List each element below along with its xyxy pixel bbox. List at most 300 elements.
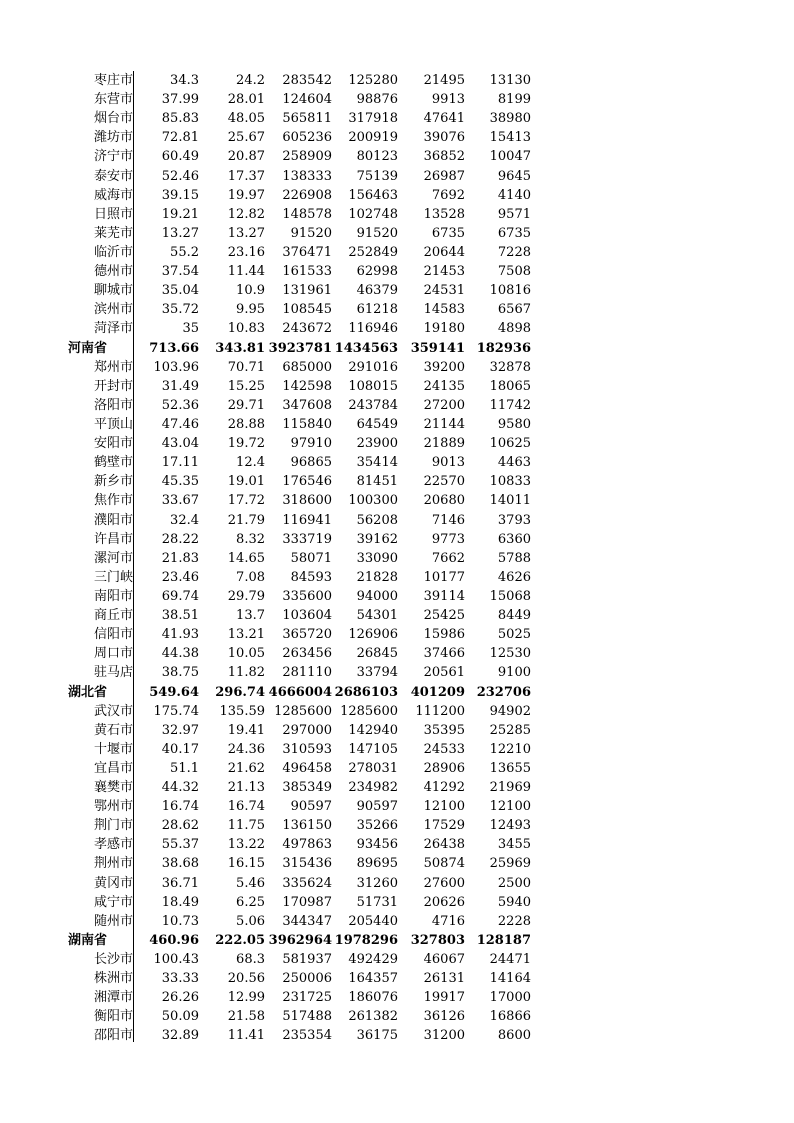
- city-name-cell: 荆门市: [94, 818, 134, 834]
- value-cell: 55.2: [170, 244, 199, 260]
- value-cell: 108545: [282, 302, 332, 318]
- value-cell: 6360: [497, 531, 531, 547]
- value-cell: 37.54: [161, 264, 199, 280]
- value-cell: 10833: [489, 474, 531, 490]
- value-cell: 12.4: [236, 455, 265, 471]
- value-cell: 278031: [348, 760, 398, 776]
- value-cell: 19917: [423, 990, 465, 1006]
- value-cell: 21.13: [227, 780, 265, 796]
- value-cell: 115840: [282, 416, 332, 432]
- province-name-cell: 湖北省: [68, 684, 108, 700]
- city-name-cell: 武汉市: [94, 703, 134, 719]
- value-cell: 24471: [489, 952, 531, 968]
- value-cell: 4898: [497, 321, 531, 337]
- value-cell: 103.96: [153, 359, 199, 375]
- value-cell: 25285: [489, 722, 531, 738]
- value-cell: 27600: [423, 875, 465, 891]
- value-cell: 131961: [282, 283, 332, 299]
- value-cell: 33794: [356, 665, 398, 681]
- city-name-cell: 随州市: [94, 913, 134, 929]
- city-name-cell: 威海市: [94, 187, 134, 203]
- value-cell: 13.7: [236, 608, 265, 624]
- value-cell: 176546: [282, 474, 332, 490]
- value-cell: 517488: [282, 1009, 332, 1025]
- value-cell: 7146: [431, 512, 465, 528]
- city-name-cell: 南阳市: [94, 588, 134, 604]
- value-cell: 28.22: [161, 531, 199, 547]
- value-cell: 385349: [282, 780, 332, 796]
- value-cell: 36852: [423, 149, 465, 165]
- value-cell: 10.73: [161, 913, 199, 929]
- value-cell: 18.49: [161, 894, 199, 910]
- value-cell: 61218: [356, 302, 398, 318]
- value-cell: 93456: [356, 837, 398, 853]
- city-name-cell: 三门峡: [94, 569, 134, 585]
- value-cell: 291016: [348, 359, 398, 375]
- city-name-cell: 焦作市: [94, 493, 134, 509]
- value-cell: 460.96: [149, 932, 199, 948]
- value-cell: 45.35: [161, 474, 199, 490]
- value-cell: 28906: [423, 760, 465, 776]
- value-cell: 35266: [356, 818, 398, 834]
- value-cell: 142940: [348, 722, 398, 738]
- value-cell: 44.38: [161, 646, 199, 662]
- value-cell: 80123: [356, 149, 398, 165]
- value-cell: 20.87: [227, 149, 265, 165]
- value-cell: 15068: [489, 588, 531, 604]
- value-cell: 29.79: [227, 588, 265, 604]
- value-cell: 28.88: [227, 416, 265, 432]
- value-cell: 94902: [489, 703, 531, 719]
- value-cell: 32.89: [161, 1028, 199, 1044]
- value-cell: 72.81: [161, 130, 199, 146]
- value-cell: 315436: [282, 856, 332, 872]
- city-name-cell: 濮阳市: [94, 512, 134, 528]
- value-cell: 44.32: [161, 780, 199, 796]
- value-cell: 52.46: [161, 168, 199, 184]
- value-cell: 37466: [423, 646, 465, 662]
- value-cell: 497863: [282, 837, 332, 853]
- city-name-cell: 莱芜市: [94, 225, 134, 241]
- city-name-cell: 滨州市: [94, 302, 134, 318]
- value-cell: 40.17: [161, 741, 199, 757]
- value-cell: 38980: [489, 111, 531, 127]
- value-cell: 4716: [431, 913, 465, 929]
- value-cell: 10047: [489, 149, 531, 165]
- value-cell: 186076: [348, 990, 398, 1006]
- value-cell: 47641: [423, 111, 465, 127]
- value-cell: 11.75: [227, 818, 265, 834]
- value-cell: 11.82: [227, 665, 265, 681]
- city-name-cell: 孝感市: [94, 837, 134, 853]
- city-name-cell: 襄樊市: [94, 780, 134, 796]
- city-name-cell: 株洲市: [94, 971, 134, 987]
- value-cell: 21828: [356, 569, 398, 585]
- city-name-cell: 漯河市: [94, 550, 134, 566]
- value-cell: 16.15: [227, 856, 265, 872]
- value-cell: 51731: [356, 894, 398, 910]
- value-cell: 75139: [356, 168, 398, 184]
- value-cell: 103604: [282, 608, 332, 624]
- value-cell: 23900: [356, 436, 398, 452]
- city-name-cell: 宜昌市: [94, 760, 134, 776]
- value-cell: 24.36: [227, 741, 265, 757]
- value-cell: 38.51: [161, 608, 199, 624]
- value-cell: 39162: [356, 531, 398, 547]
- value-cell: 46067: [423, 952, 465, 968]
- value-cell: 344347: [282, 913, 332, 929]
- value-cell: 20.56: [227, 971, 265, 987]
- value-cell: 12100: [423, 799, 465, 815]
- value-cell: 47.46: [161, 416, 199, 432]
- value-cell: 9.95: [236, 302, 265, 318]
- value-cell: 85.83: [161, 111, 199, 127]
- value-cell: 17529: [423, 818, 465, 834]
- value-cell: 27200: [423, 397, 465, 413]
- city-name-cell: 新乡市: [94, 474, 134, 490]
- city-name-cell: 临沂市: [94, 244, 134, 260]
- city-name-cell: 平顶山: [94, 416, 134, 432]
- value-cell: 13.21: [227, 627, 265, 643]
- value-cell: 24.2: [236, 73, 265, 88]
- value-cell: 13528: [423, 206, 465, 222]
- value-cell: 205440: [348, 913, 398, 929]
- value-cell: 20680: [423, 493, 465, 509]
- value-cell: 28.01: [227, 92, 265, 108]
- value-cell: 90597: [290, 799, 332, 815]
- city-name-cell: 衡阳市: [94, 1009, 134, 1025]
- value-cell: 41.93: [161, 627, 199, 643]
- value-cell: 713.66: [149, 340, 199, 356]
- value-cell: 19.21: [161, 206, 199, 222]
- value-cell: 19180: [423, 321, 465, 337]
- value-cell: 235354: [282, 1028, 332, 1044]
- value-cell: 21144: [423, 416, 465, 432]
- value-cell: 35.04: [161, 283, 199, 299]
- value-cell: 6.25: [236, 894, 265, 910]
- value-cell: 234982: [348, 780, 398, 796]
- value-cell: 100300: [348, 493, 398, 509]
- value-cell: 21.58: [227, 1009, 265, 1025]
- value-cell: 226908: [282, 187, 332, 203]
- value-cell: 9580: [497, 416, 531, 432]
- value-cell: 21.83: [161, 550, 199, 566]
- value-cell: 3923781: [268, 340, 332, 356]
- value-cell: 3962964: [268, 932, 332, 948]
- value-cell: 39200: [423, 359, 465, 375]
- value-cell: 1978296: [334, 932, 398, 948]
- value-cell: 250006: [282, 971, 332, 987]
- value-cell: 19.41: [227, 722, 265, 738]
- value-cell: 54301: [356, 608, 398, 624]
- value-cell: 39.15: [161, 187, 199, 203]
- value-cell: 5.06: [236, 913, 265, 929]
- value-cell: 20561: [423, 665, 465, 681]
- value-cell: 252849: [348, 244, 398, 260]
- value-cell: 243672: [282, 321, 332, 337]
- value-cell: 26845: [356, 646, 398, 662]
- value-cell: 89695: [356, 856, 398, 872]
- value-cell: 9013: [431, 455, 465, 471]
- city-name-cell: 枣庄市: [94, 73, 134, 88]
- value-cell: 50874: [423, 856, 465, 872]
- value-cell: 232706: [476, 684, 531, 700]
- value-cell: 11.44: [227, 264, 265, 280]
- city-name-cell: 邵阳市: [94, 1028, 134, 1044]
- value-cell: 124604: [282, 92, 332, 108]
- value-cell: 17.37: [227, 168, 265, 184]
- value-cell: 26.26: [161, 990, 199, 1006]
- value-cell: 496458: [282, 760, 332, 776]
- value-cell: 64549: [356, 416, 398, 432]
- value-cell: 182936: [476, 340, 531, 356]
- value-cell: 492429: [348, 952, 398, 968]
- value-cell: 6735: [497, 225, 531, 241]
- value-cell: 10.05: [227, 646, 265, 662]
- value-cell: 25.67: [227, 130, 265, 146]
- value-cell: 16.74: [227, 799, 265, 815]
- value-cell: 9773: [431, 531, 465, 547]
- value-cell: 12210: [489, 741, 531, 757]
- value-cell: 13.22: [227, 837, 265, 853]
- value-cell: 359141: [410, 340, 465, 356]
- value-cell: 125280: [348, 73, 398, 88]
- city-name-cell: 潍坊市: [94, 130, 134, 146]
- value-cell: 18065: [489, 378, 531, 394]
- value-cell: 327803: [410, 932, 465, 948]
- value-cell: 23.46: [161, 569, 199, 585]
- value-cell: 38.68: [161, 856, 199, 872]
- value-cell: 243784: [348, 397, 398, 413]
- value-cell: 685000: [282, 359, 332, 375]
- value-cell: 11742: [489, 397, 531, 413]
- value-cell: 343.81: [215, 340, 265, 356]
- city-name-cell: 东营市: [94, 92, 134, 108]
- value-cell: 13.27: [227, 225, 265, 241]
- value-cell: 58071: [290, 550, 332, 566]
- value-cell: 5.46: [236, 875, 265, 891]
- value-cell: 10.83: [227, 321, 265, 337]
- city-name-cell: 泰安市: [94, 168, 134, 184]
- value-cell: 15986: [423, 627, 465, 643]
- value-cell: 126906: [348, 627, 398, 643]
- value-cell: 200919: [348, 130, 398, 146]
- value-cell: 46379: [356, 283, 398, 299]
- value-cell: 9571: [497, 206, 531, 222]
- value-cell: 7692: [431, 187, 465, 203]
- value-cell: 26987: [423, 168, 465, 184]
- value-cell: 13655: [489, 760, 531, 776]
- value-cell: 41292: [423, 780, 465, 796]
- value-cell: 21889: [423, 436, 465, 452]
- city-name-cell: 菏泽市: [94, 321, 134, 337]
- value-cell: 35414: [356, 455, 398, 471]
- value-cell: 19.97: [227, 187, 265, 203]
- value-cell: 135.59: [219, 703, 265, 719]
- value-cell: 8.32: [236, 531, 265, 547]
- value-cell: 25969: [489, 856, 531, 872]
- value-cell: 98876: [356, 92, 398, 108]
- value-cell: 317918: [348, 111, 398, 127]
- value-cell: 148578: [282, 206, 332, 222]
- value-cell: 51.1: [170, 760, 199, 776]
- value-cell: 142598: [282, 378, 332, 394]
- city-name-cell: 聊城市: [94, 283, 134, 299]
- value-cell: 281110: [282, 665, 332, 681]
- value-cell: 4140: [497, 187, 531, 203]
- value-cell: 19.72: [227, 436, 265, 452]
- value-cell: 549.64: [149, 684, 199, 700]
- value-cell: 26131: [423, 971, 465, 987]
- value-cell: 1285600: [274, 703, 332, 719]
- value-cell: 7228: [497, 244, 531, 260]
- value-cell: 4666004: [268, 684, 332, 700]
- value-cell: 31200: [423, 1028, 465, 1044]
- value-cell: 4463: [497, 455, 531, 471]
- value-cell: 94000: [356, 588, 398, 604]
- value-cell: 8449: [497, 608, 531, 624]
- city-name-cell: 长沙市: [94, 952, 134, 968]
- value-cell: 23.16: [227, 244, 265, 260]
- value-cell: 111200: [415, 703, 465, 719]
- value-cell: 13130: [489, 73, 531, 88]
- city-name-cell: 洛阳市: [94, 397, 134, 413]
- value-cell: 21453: [423, 264, 465, 280]
- city-name-cell: 黄石市: [94, 722, 134, 738]
- value-cell: 5025: [497, 627, 531, 643]
- city-name-cell: 德州市: [94, 264, 134, 280]
- value-cell: 7662: [431, 550, 465, 566]
- value-cell: 8199: [497, 92, 531, 108]
- value-cell: 37.99: [161, 92, 199, 108]
- value-cell: 56208: [356, 512, 398, 528]
- value-cell: 16866: [489, 1009, 531, 1025]
- value-cell: 24531: [423, 283, 465, 299]
- value-cell: 26438: [423, 837, 465, 853]
- city-name-cell: 开封市: [94, 378, 134, 394]
- value-cell: 33.67: [161, 493, 199, 509]
- value-cell: 12493: [489, 818, 531, 834]
- value-cell: 14583: [423, 302, 465, 318]
- city-name-cell: 商丘市: [94, 608, 134, 624]
- value-cell: 81451: [356, 474, 398, 490]
- value-cell: 8600: [497, 1028, 531, 1044]
- value-cell: 34.3: [170, 73, 199, 88]
- value-cell: 39076: [423, 130, 465, 146]
- value-cell: 38.75: [161, 665, 199, 681]
- city-name-cell: 许昌市: [94, 531, 134, 547]
- value-cell: 24533: [423, 741, 465, 757]
- value-cell: 347608: [282, 397, 332, 413]
- value-cell: 12530: [489, 646, 531, 662]
- city-name-cell: 烟台市: [94, 111, 134, 127]
- value-cell: 9913: [431, 92, 465, 108]
- value-cell: 14011: [489, 493, 531, 509]
- value-cell: 565811: [282, 111, 332, 127]
- value-cell: 4626: [497, 569, 531, 585]
- value-cell: 7.08: [236, 569, 265, 585]
- value-cell: 84593: [290, 569, 332, 585]
- value-cell: 5788: [497, 550, 531, 566]
- value-cell: 10.9: [236, 283, 265, 299]
- city-name-cell: 十堰市: [94, 741, 134, 757]
- city-name-cell: 驻马店: [94, 665, 134, 681]
- value-cell: 175.74: [153, 703, 199, 719]
- city-name-cell: 郑州市: [94, 359, 134, 375]
- city-name-cell: 周口市: [94, 646, 134, 662]
- value-cell: 62998: [356, 264, 398, 280]
- value-cell: 35395: [423, 722, 465, 738]
- value-cell: 401209: [410, 684, 465, 700]
- value-cell: 70.71: [227, 359, 265, 375]
- value-cell: 333719: [282, 531, 332, 547]
- value-cell: 15413: [489, 130, 531, 146]
- value-cell: 97910: [290, 436, 332, 452]
- value-cell: 318600: [282, 493, 332, 509]
- value-cell: 310593: [282, 741, 332, 757]
- value-cell: 335600: [282, 588, 332, 604]
- value-cell: 33090: [356, 550, 398, 566]
- value-cell: 52.36: [161, 397, 199, 413]
- value-cell: 48.05: [227, 111, 265, 127]
- value-cell: 20626: [423, 894, 465, 910]
- value-cell: 36175: [356, 1028, 398, 1044]
- value-cell: 69.74: [161, 588, 199, 604]
- value-cell: 12.99: [227, 990, 265, 1006]
- province-name-cell: 河南省: [68, 340, 108, 356]
- value-cell: 1434563: [334, 340, 398, 356]
- value-cell: 19.01: [227, 474, 265, 490]
- value-cell: 31.49: [161, 378, 199, 394]
- value-cell: 35: [182, 321, 199, 337]
- value-cell: 128187: [476, 932, 531, 948]
- city-name-cell: 咸宁市: [94, 894, 134, 910]
- value-cell: 55.37: [161, 837, 199, 853]
- value-cell: 156463: [348, 187, 398, 203]
- value-cell: 9645: [497, 168, 531, 184]
- value-cell: 96865: [290, 455, 332, 471]
- value-cell: 43.04: [161, 436, 199, 452]
- value-cell: 60.49: [161, 149, 199, 165]
- value-cell: 605236: [282, 130, 332, 146]
- value-cell: 14164: [489, 971, 531, 987]
- city-name-cell: 安阳市: [94, 436, 134, 452]
- city-name-cell: 日照市: [94, 206, 134, 222]
- value-cell: 32878: [489, 359, 531, 375]
- value-cell: 17000: [489, 990, 531, 1006]
- value-cell: 14.65: [227, 550, 265, 566]
- value-cell: 5940: [497, 894, 531, 910]
- value-cell: 116941: [282, 512, 332, 528]
- value-cell: 32.97: [161, 722, 199, 738]
- value-cell: 21.62: [227, 760, 265, 776]
- city-name-cell: 信阳市: [94, 627, 134, 643]
- value-cell: 24135: [423, 378, 465, 394]
- city-name-cell: 鹤壁市: [94, 455, 134, 471]
- value-cell: 22570: [423, 474, 465, 490]
- value-cell: 21969: [489, 780, 531, 796]
- city-name-cell: 湘潭市: [94, 990, 134, 1006]
- value-cell: 283542: [282, 73, 332, 88]
- province-name-cell: 湖南省: [68, 932, 108, 948]
- value-cell: 12.82: [227, 206, 265, 222]
- value-cell: 12100: [489, 799, 531, 815]
- value-cell: 581937: [282, 952, 332, 968]
- value-cell: 297000: [282, 722, 332, 738]
- value-cell: 3455: [497, 837, 531, 853]
- value-cell: 91520: [356, 225, 398, 241]
- value-cell: 10816: [489, 283, 531, 299]
